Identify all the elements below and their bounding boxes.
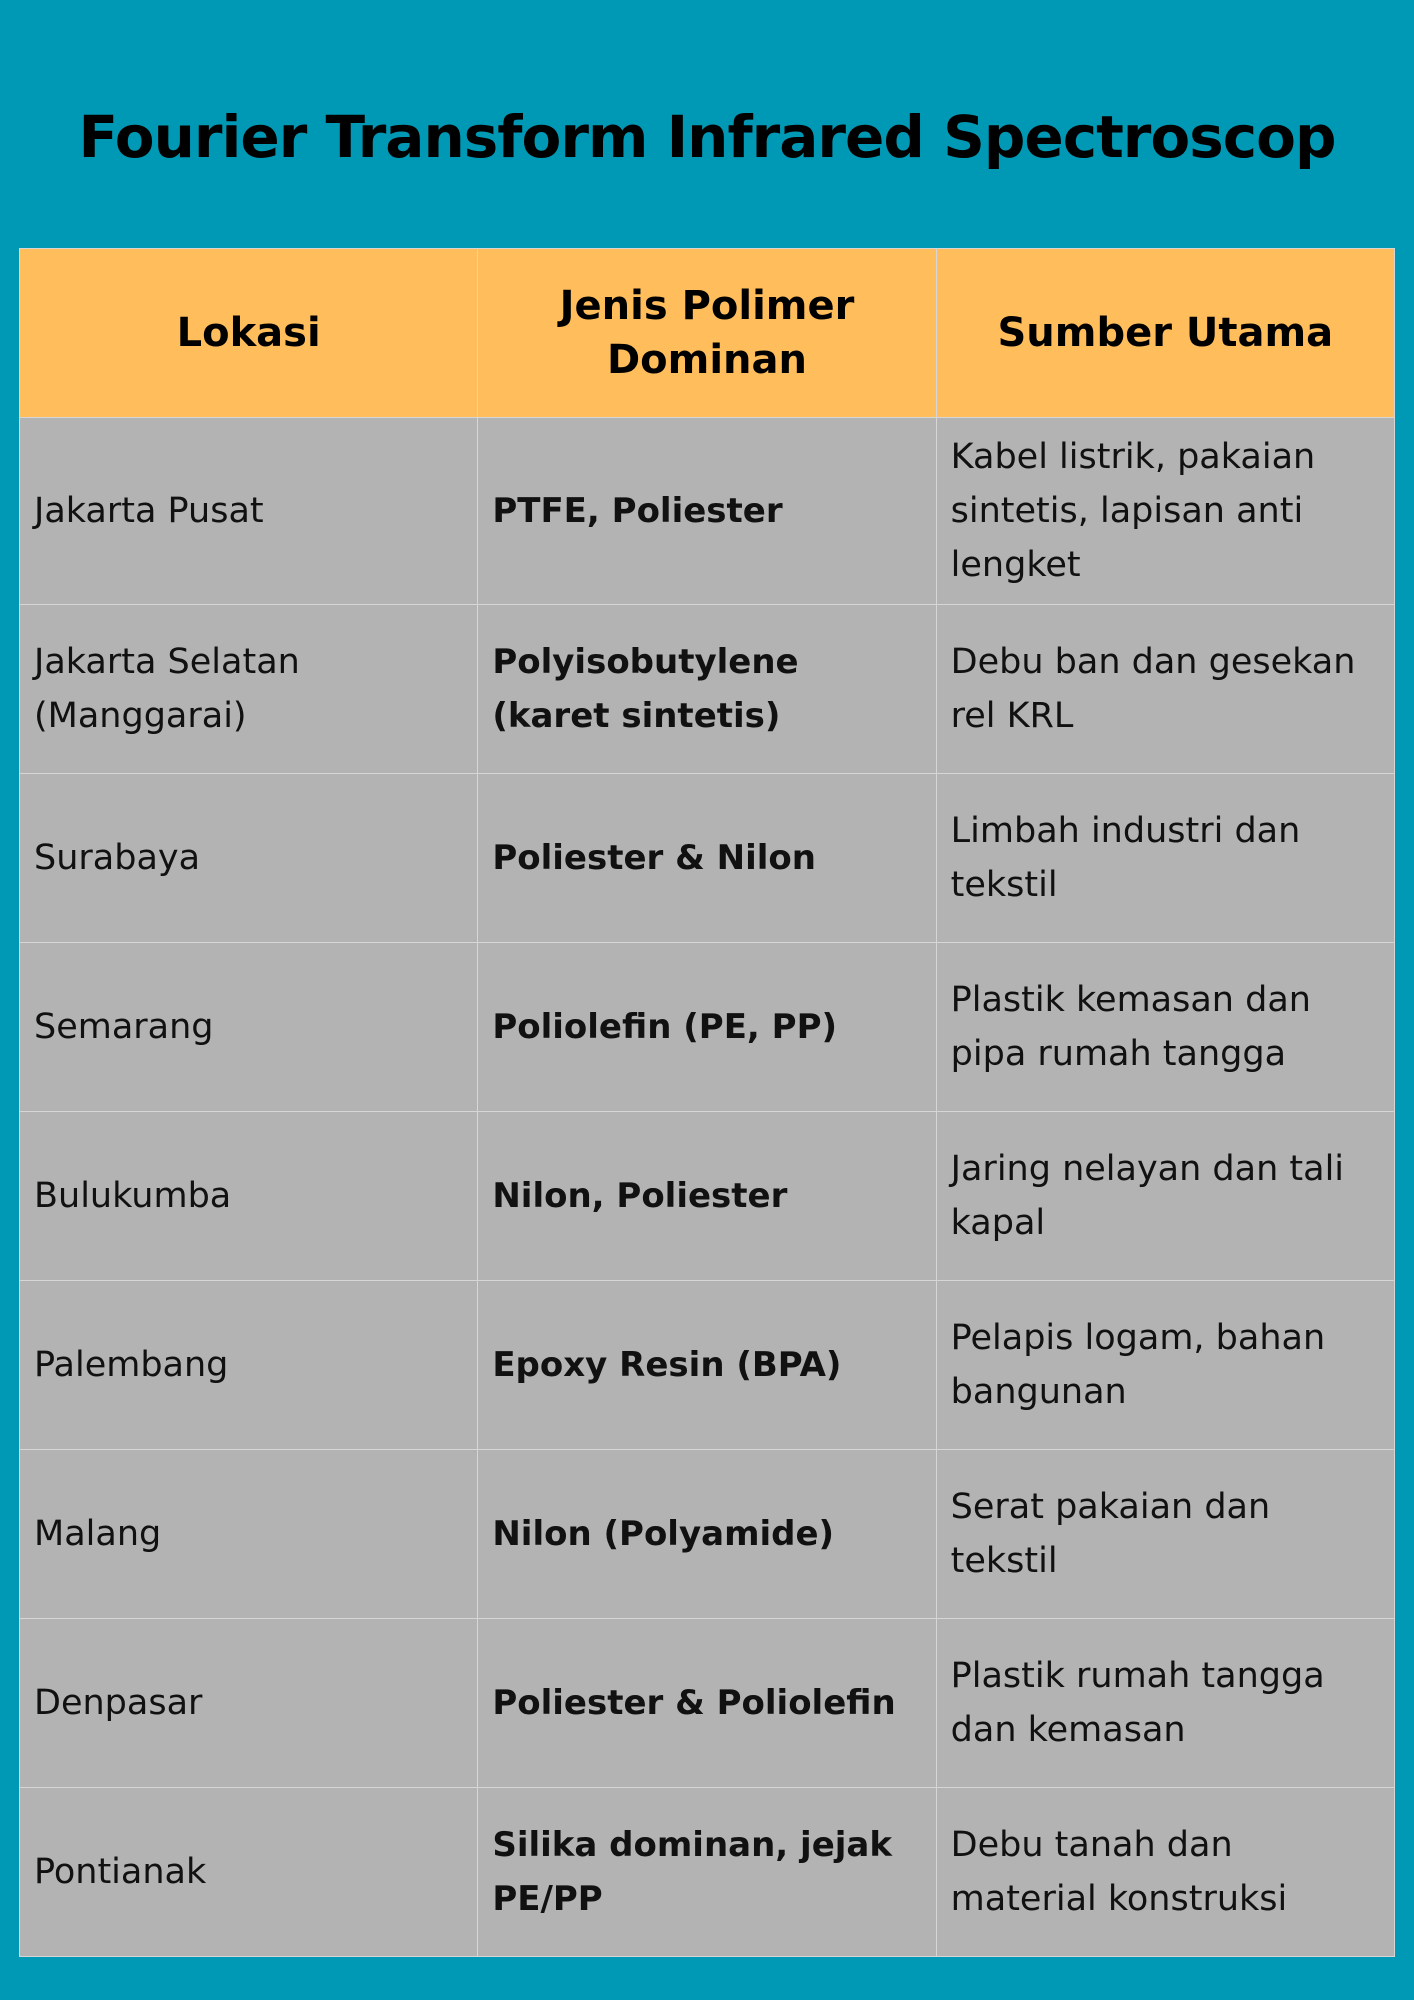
table-row [20,774,1395,943]
table-row [20,605,1395,774]
table-row [20,418,1395,605]
cell-sumber: Debu ban dan gesekan rel KRL [936,605,1394,774]
cell-polimer: Poliester & Nilon [478,774,936,943]
cell-polimer: Epoxy Resin (BPA) [478,1281,936,1450]
table-row [20,1450,1395,1619]
cell-polimer: Polyisobutylene (karet sintetis) [478,605,936,774]
cell-lokasi: Palembang [20,1281,478,1450]
cell-sumber: Kabel listrik, pakaian sintetis, lapisan anti lengket [936,418,1394,605]
table-row [20,943,1395,1112]
cell-lokasi: Jakarta Selatan (Manggarai) [20,605,478,774]
cell-lokasi: Surabaya [20,774,478,943]
cell-sumber: Pelapis logam, bahan bangunan [936,1281,1394,1450]
cell-polimer: Nilon (Polyamide) [478,1450,936,1619]
cell-lokasi: Semarang [20,943,478,1112]
cell-polimer: Nilon, Poliester [478,1112,936,1281]
cell-sumber: Limbah industri dan tekstil [936,774,1394,943]
header-lokasi: Lokasi [20,249,478,418]
cell-polimer: Poliester & Poliolefin [478,1619,936,1788]
cell-sumber: Jaring nelayan dan tali kapal [936,1112,1394,1281]
cell-sumber: Plastik kemasan dan pipa rumah tangga [936,943,1394,1112]
cell-polimer: Poliolefin (PE, PP) [478,943,936,1112]
page-title: Fourier Transform Infrared Spectroscop [78,103,1336,171]
table-row [20,1619,1395,1788]
table-row [20,1788,1395,1957]
table-row [20,1112,1395,1281]
table-header-row [20,249,1395,418]
cell-sumber: Debu tanah dan material konstruksi [936,1788,1394,1957]
cell-lokasi: Pontianak [20,1788,478,1957]
cell-lokasi: Malang [20,1450,478,1619]
polymer-table [19,248,1395,1957]
cell-sumber: Serat pakaian dan tekstil [936,1450,1394,1619]
cell-lokasi: Denpasar [20,1619,478,1788]
cell-lokasi: Jakarta Pusat [20,418,478,605]
cell-sumber: Plastik rumah tangga dan kemasan [936,1619,1394,1788]
header-jenis-polimer: Jenis Polimer Dominan [478,249,936,418]
table-row [20,1281,1395,1450]
cell-polimer: PTFE, Poliester [478,418,936,605]
cell-polimer: Silika dominan, jejak PE/PP [478,1788,936,1957]
header-sumber-utama: Sumber Utama [936,249,1394,418]
cell-lokasi: Bulukumba [20,1112,478,1281]
